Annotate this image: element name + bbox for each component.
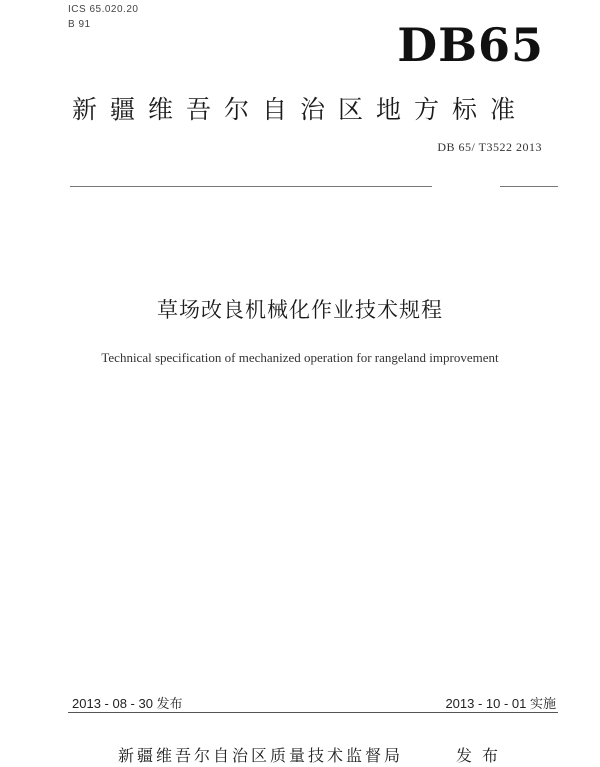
footer-divider [68, 712, 558, 713]
standard-code-logo: DB65 [397, 18, 544, 72]
standard-number: DB 65/ T3522 2013 [437, 140, 542, 154]
ccs-code: B 91 [68, 19, 91, 30]
issued-label: 发布 [456, 746, 509, 765]
issue-date: 2013 - 08 - 30 发布 [72, 696, 183, 711]
standard-category: 新疆维吾尔自治区地方标准 [72, 95, 529, 124]
document-title-english: Technical specification of mechanized operation for rangeland improvement [101, 350, 499, 365]
header-divider [70, 186, 432, 187]
document-title-chinese: 草场改良机械化作业技术规程 [157, 298, 443, 322]
ics-code: ICS 65.020.20 [68, 4, 139, 15]
issuing-authority: 新疆维吾尔自治区质量技术监督局 [118, 746, 404, 765]
header-divider-right [500, 186, 558, 187]
implementation-date: 2013 - 10 - 01 实施 [445, 696, 556, 711]
